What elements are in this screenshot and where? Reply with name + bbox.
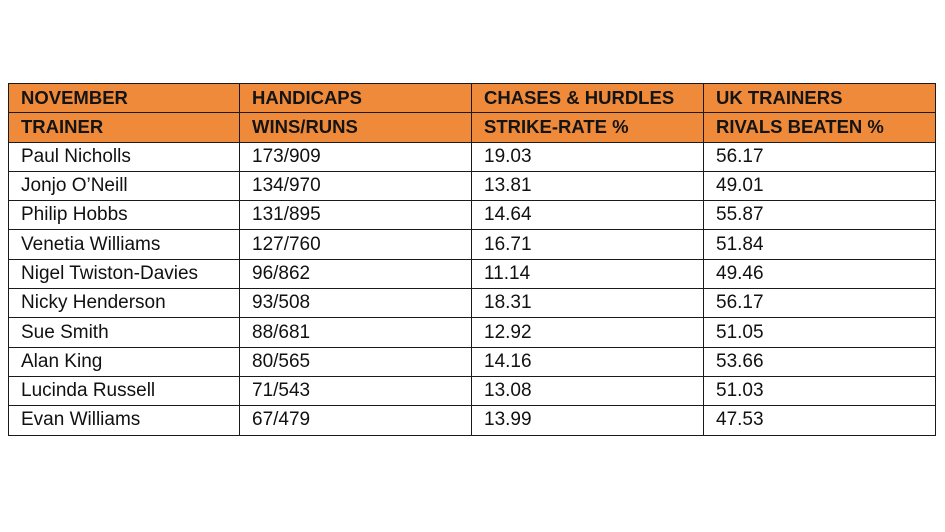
strike-rate-cell: 12.92 — [472, 318, 704, 347]
wins-runs-cell: 173/909 — [240, 142, 472, 171]
trainer-cell: Paul Nicholls — [9, 142, 240, 171]
rivals-beaten-cell: 49.01 — [704, 171, 936, 200]
strike-rate-cell: 13.81 — [472, 171, 704, 200]
rivals-beaten-cell: 51.03 — [704, 376, 936, 405]
strike-rate-cell: 19.03 — [472, 142, 704, 171]
table-row — [9, 406, 936, 435]
trainer-cell: Evan Williams — [9, 406, 240, 435]
rivals-beaten-cell: 55.87 — [704, 201, 936, 230]
wins-runs-cell: 134/970 — [240, 171, 472, 200]
trainer-cell: Sue Smith — [9, 318, 240, 347]
header-cell: RIVALS BEATEN % — [704, 113, 936, 142]
table-row — [9, 347, 936, 376]
wins-runs-cell: 67/479 — [240, 406, 472, 435]
wins-runs-cell: 80/565 — [240, 347, 472, 376]
trainer-cell: Alan King — [9, 347, 240, 376]
strike-rate-cell: 18.31 — [472, 289, 704, 318]
trainer-cell: Philip Hobbs — [9, 201, 240, 230]
wins-runs-cell: 93/508 — [240, 289, 472, 318]
table-row — [9, 259, 936, 288]
header-cell: STRIKE-RATE % — [472, 113, 704, 142]
strike-rate-cell: 16.71 — [472, 230, 704, 259]
strike-rate-cell: 11.14 — [472, 259, 704, 288]
wins-runs-cell: 71/543 — [240, 376, 472, 405]
wins-runs-cell: 127/760 — [240, 230, 472, 259]
header-cell: TRAINER — [9, 113, 240, 142]
rivals-beaten-cell: 47.53 — [704, 406, 936, 435]
trainer-cell: Nicky Henderson — [9, 289, 240, 318]
header-row — [9, 113, 936, 142]
wins-runs-cell: 131/895 — [240, 201, 472, 230]
rivals-beaten-cell: 49.46 — [704, 259, 936, 288]
trainer-cell: Jonjo O’Neill — [9, 171, 240, 200]
table-row — [9, 142, 936, 171]
table-row — [9, 230, 936, 259]
trainer-cell: Lucinda Russell — [9, 376, 240, 405]
wins-runs-cell: 88/681 — [240, 318, 472, 347]
table-row — [9, 318, 936, 347]
trainer-stats-table — [8, 83, 936, 436]
strike-rate-cell: 14.16 — [472, 347, 704, 376]
header-row — [9, 84, 936, 113]
trainer-cell: Nigel Twiston-Davies — [9, 259, 240, 288]
header-cell: WINS/RUNS — [240, 113, 472, 142]
strike-rate-cell: 14.64 — [472, 201, 704, 230]
header-cell: UK TRAINERS — [704, 84, 936, 113]
rivals-beaten-cell: 51.84 — [704, 230, 936, 259]
header-cell: HANDICAPS — [240, 84, 472, 113]
header-cell: NOVEMBER — [9, 84, 240, 113]
table-row — [9, 289, 936, 318]
rivals-beaten-cell: 56.17 — [704, 289, 936, 318]
wins-runs-cell: 96/862 — [240, 259, 472, 288]
header-cell: CHASES & HURDLES — [472, 84, 704, 113]
strike-rate-cell: 13.99 — [472, 406, 704, 435]
strike-rate-cell: 13.08 — [472, 376, 704, 405]
rivals-beaten-cell: 53.66 — [704, 347, 936, 376]
rivals-beaten-cell: 51.05 — [704, 318, 936, 347]
table-row — [9, 201, 936, 230]
table-row — [9, 376, 936, 405]
table-row — [9, 171, 936, 200]
rivals-beaten-cell: 56.17 — [704, 142, 936, 171]
trainer-cell: Venetia Williams — [9, 230, 240, 259]
